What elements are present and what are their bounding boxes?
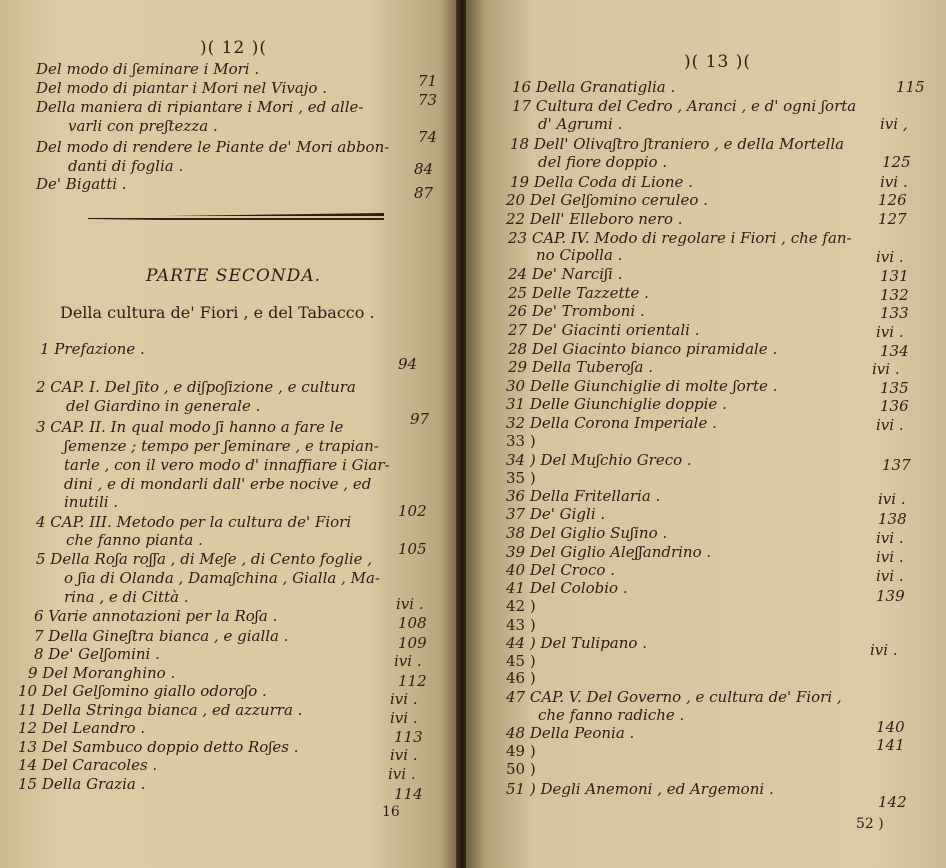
- toc-text: che fanno radiche .: [538, 706, 685, 724]
- toc-page: ivi .: [876, 416, 904, 434]
- entry-text: Del modo di piantar i Mori nel Vivajo .: [36, 79, 327, 97]
- toc-text: 23 CAP. IV. Modo di regolare i Fiori , che fan-: [508, 229, 852, 247]
- section-rule: [88, 213, 384, 223]
- part-subtitle: Della cultura de' Fiori , e del Tabacco .: [60, 303, 375, 322]
- toc-text: 44 ) Del Tulipano .: [506, 634, 647, 652]
- toc-text: 15 Della Grazia .: [18, 775, 146, 793]
- toc-page: ivi .: [394, 652, 422, 670]
- toc-text: 39 Del Giglio Aleʃʃandrino .: [506, 543, 712, 561]
- toc-page: 115: [896, 78, 925, 96]
- left-page: [0, 0, 458, 868]
- toc-page: 126: [878, 191, 907, 209]
- toc-text: 37 De' Gigli .: [506, 505, 606, 523]
- toc-page: 142: [878, 793, 907, 811]
- toc-text: 48 Della Peonia .: [506, 724, 635, 742]
- toc-text: 32 Della Corona Imperiale .: [506, 414, 717, 432]
- toc-text: d' Agrumi .: [538, 115, 623, 133]
- toc-text: ʃemenze ; tempo per ʃeminare , e trapian-: [64, 437, 379, 455]
- right-page: [466, 0, 946, 868]
- toc-text: dini , e di mondarli dall' erbe nocive , ed: [64, 475, 372, 493]
- toc-text: 45 ): [506, 652, 536, 670]
- entry-page: 71: [418, 72, 438, 90]
- entry-page: 87: [414, 184, 434, 202]
- toc-text: 33 ): [506, 432, 536, 450]
- toc-text: 47 CAP. V. Del Governo , e cultura de' Fiori ,: [506, 688, 842, 706]
- toc-text: 51 ) Degli Anemoni , ed Argemoni .: [506, 780, 774, 798]
- toc-text: inutili .: [64, 493, 119, 511]
- toc-text: 50 ): [506, 760, 536, 778]
- toc-text: 26 De' Tromboni .: [508, 302, 645, 320]
- toc-page: 108: [398, 614, 427, 632]
- toc-text: 4 CAP. III. Metodo per la cultura de' Fiori: [36, 513, 352, 531]
- toc-text: 36 Della Fritellaria .: [506, 487, 661, 505]
- toc-text: 5 Della Roʃa roʃʃa , di Meʃe , di Cento foglie ,: [36, 550, 373, 568]
- toc-page: 97: [410, 410, 430, 428]
- toc-page: ivi .: [390, 746, 418, 764]
- entry-text: Della maniera di ripiantare i Mori , ed alle-: [36, 98, 364, 116]
- toc-page: ivi .: [876, 248, 904, 266]
- toc-text: 30 Delle Giunchiglie di molte ʃorte .: [506, 377, 778, 395]
- toc-page: 134: [880, 342, 909, 360]
- toc-text: 41 Del Colobio .: [506, 579, 628, 597]
- toc-text: 43 ): [506, 616, 536, 634]
- toc-page: 138: [878, 510, 907, 528]
- toc-text: tarle , con il vero modo d' innaffiare i Giar-: [64, 456, 390, 474]
- toc-text: 8 De' Gelʃomini .: [34, 645, 160, 663]
- toc-text: rina , e di Città .: [64, 588, 189, 606]
- toc-page: ivi .: [872, 360, 900, 378]
- catchword: 52 ): [856, 816, 884, 832]
- toc-text: 46 ): [506, 669, 536, 687]
- toc-page: 94: [398, 355, 418, 373]
- toc-page: 133: [880, 304, 909, 322]
- toc-page: ivi .: [870, 641, 898, 659]
- toc-text: 9 Del Moranghino .: [28, 664, 176, 682]
- toc-page: 112: [398, 672, 427, 690]
- toc-page: 105: [398, 540, 427, 558]
- entry-text: Del modo di rendere le Piante de' Mori abbon-: [36, 138, 390, 156]
- entry-text: De' Bigatti .: [36, 175, 127, 193]
- part-title: PARTE SECONDA.: [146, 266, 321, 286]
- toc-text: 28 Del Giacinto bianco piramidale .: [508, 340, 778, 358]
- toc-text: 27 De' Giacinti orientali .: [508, 321, 700, 339]
- toc-page: 140: [876, 718, 905, 736]
- toc-text: 24 De' Narciʃi .: [508, 265, 623, 283]
- toc-text: 34 ) Del Muʃchio Greco .: [506, 451, 692, 469]
- toc-text: del Giardino in generale .: [66, 397, 261, 415]
- toc-text: 25 Delle Tazzette .: [508, 284, 649, 302]
- toc-text: 22 Dell' Elleboro nero .: [506, 210, 683, 228]
- toc-text: 38 Del Giglio Suʃino .: [506, 524, 668, 542]
- toc-page: ivi .: [876, 567, 904, 585]
- toc-text: 13 Del Sambuco doppio detto Roʃes .: [18, 738, 299, 756]
- toc-text: 16 Della Granatiglia .: [512, 78, 676, 96]
- toc-page: ivi .: [396, 595, 424, 613]
- toc-text: 7 Della Gineʃtra bianca , e gialla .: [34, 627, 289, 645]
- entry-page: 73: [418, 91, 438, 109]
- entry-page: 74: [418, 128, 438, 146]
- toc-page: ivi .: [390, 690, 418, 708]
- toc-text: 35 ): [506, 469, 536, 487]
- toc-text: 10 Del Gelʃomino giallo odoroʃo .: [18, 682, 267, 700]
- toc-page: ivi .: [388, 765, 416, 783]
- entry-text: Del modo di ʃeminare i Mori .: [36, 60, 260, 78]
- toc-page: 102: [398, 502, 427, 520]
- toc-page: ivi .: [880, 173, 908, 191]
- toc-page: 125: [882, 153, 911, 171]
- toc-page: 141: [876, 736, 905, 754]
- catchword: 16: [382, 804, 400, 820]
- toc-page: 139: [876, 587, 905, 605]
- entry-text: varli con preʃtezza .: [68, 117, 218, 135]
- toc-text: 20 Del Gelʃomino ceruleo .: [506, 191, 708, 209]
- toc-text: che fanno pianta .: [66, 531, 203, 549]
- toc-text: o ʃia di Olanda , Damaʃchina , Gialla , Ma-: [64, 569, 381, 587]
- toc-page: 136: [880, 397, 909, 415]
- toc-page: ivi .: [390, 709, 418, 727]
- toc-page: 127: [878, 210, 907, 228]
- toc-text: 49 ): [506, 742, 536, 760]
- toc-text: 3 CAP. II. In qual modo ʃi hanno a fare le: [36, 418, 344, 436]
- toc-text: 12 Del Leandro .: [18, 719, 146, 737]
- toc-text: 18 Dell' Olivaʃtro ʃtraniero , e della Mortella: [510, 135, 845, 153]
- toc-text: 2 CAP. I. Del ʃito , e diʃpoʃizione , e cultura: [36, 378, 356, 396]
- toc-text: 29 Della Tuberoʃa .: [508, 358, 653, 376]
- toc-text: 6 Varie annotazioni per la Roʃa .: [34, 607, 278, 625]
- toc-text: 42 ): [506, 597, 536, 615]
- toc-page: ivi .: [878, 490, 906, 508]
- page-number: )( 13 )(: [684, 52, 751, 72]
- page-number: )( 12 )(: [200, 38, 267, 58]
- toc-text: 1 Prefazione .: [40, 340, 145, 358]
- toc-text: 40 Del Croco .: [506, 561, 615, 579]
- toc-page: 109: [398, 634, 427, 652]
- toc-page: 137: [882, 456, 911, 474]
- toc-text: 17 Cultura del Cedro , Aranci , e d' ogni ʃorta: [512, 97, 857, 115]
- toc-page: ivi ,: [880, 115, 908, 133]
- toc-text: del fiore doppio .: [538, 153, 668, 171]
- toc-text: 14 Del Caracoles .: [18, 756, 158, 774]
- toc-text: no Cipolla .: [536, 246, 623, 264]
- toc-page: ivi .: [876, 548, 904, 566]
- toc-page: 132: [880, 286, 909, 304]
- toc-text: 19 Della Coda di Lione .: [510, 173, 693, 191]
- toc-page: 135: [880, 379, 909, 397]
- toc-text: 11 Della Stringa bianca , ed azzurra .: [18, 701, 303, 719]
- toc-page: 113: [394, 728, 423, 746]
- toc-page: 114: [394, 785, 423, 803]
- toc-page: ivi .: [876, 529, 904, 547]
- entry-page: 84: [414, 160, 434, 178]
- entry-text: danti di foglia .: [68, 157, 184, 175]
- toc-page: ivi .: [876, 323, 904, 341]
- toc-page: 131: [880, 267, 909, 285]
- toc-text: 31 Delle Giunchiglie doppie .: [506, 395, 727, 413]
